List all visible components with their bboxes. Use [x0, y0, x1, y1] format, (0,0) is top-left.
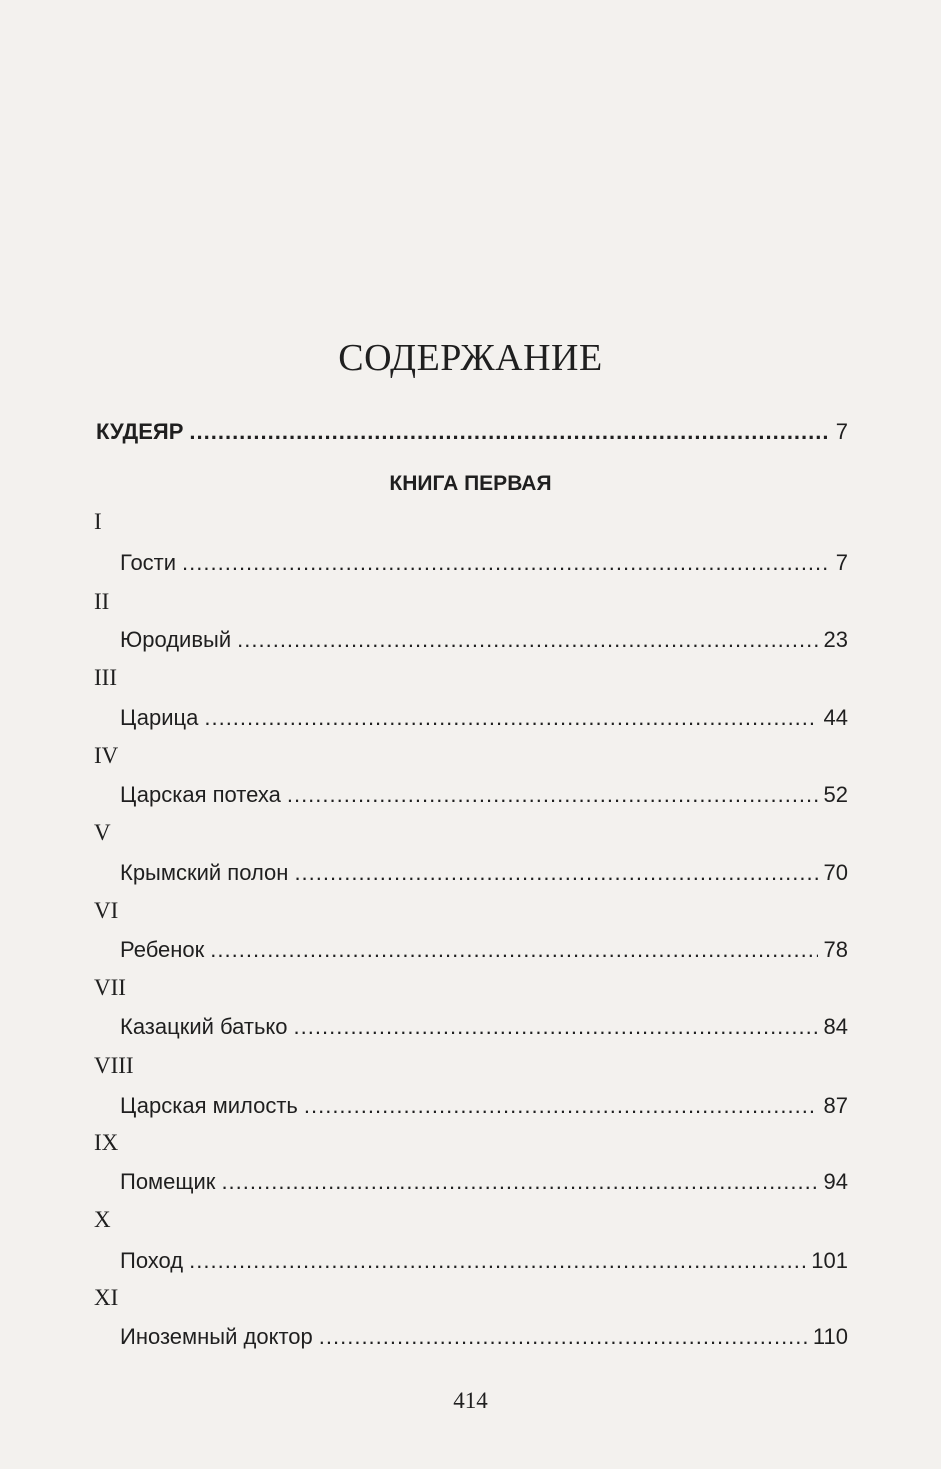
toc-entry-page: 94	[823, 1169, 848, 1194]
dot-leader	[294, 859, 817, 887]
dot-leader	[237, 626, 817, 654]
toc-entry	[120, 1013, 848, 1041]
toc-entry	[120, 781, 848, 809]
dot-leader	[304, 1092, 818, 1120]
toc-entry-label: Казацкий батько	[120, 1014, 288, 1039]
chapter-number: IV	[94, 743, 119, 768]
toc-entry	[120, 1168, 848, 1196]
toc-entry-label: Поход	[120, 1248, 184, 1273]
chapter-number: I	[94, 509, 102, 534]
chapter-number: VII	[94, 975, 126, 1000]
chapter-number: II	[94, 589, 110, 614]
toc-entry-page: 84	[823, 1014, 848, 1039]
toc-entry-label: Иноземный доктор	[120, 1324, 313, 1349]
toc-main-entry	[96, 418, 848, 446]
toc-entry	[120, 1247, 848, 1275]
page-title: СОДЕРЖАНИЕ	[338, 337, 603, 379]
toc-entry	[120, 549, 848, 577]
toc-entry-label: Гости	[120, 550, 177, 575]
dot-leader	[189, 418, 829, 446]
chapter-number: V	[94, 820, 111, 845]
toc-main-entry-page: 7	[835, 419, 848, 444]
toc-entry-page: 78	[823, 937, 848, 962]
dot-leader	[287, 781, 818, 809]
toc-entry-page: 87	[823, 1093, 848, 1118]
chapter-number: III	[94, 665, 117, 690]
toc-entry-page: 23	[823, 627, 848, 652]
toc-entry-label: Юродивый	[120, 627, 232, 652]
toc-entry-label: Ребенок	[120, 937, 205, 962]
toc-entry-page: 44	[823, 705, 848, 730]
dot-leader	[210, 936, 817, 964]
toc-entry-page: 7	[835, 550, 848, 575]
toc-entry-label: Царская милость	[120, 1093, 298, 1118]
chapter-number: VI	[94, 898, 119, 923]
chapter-number: VIII	[94, 1053, 134, 1078]
toc-main-entry-label: КУДЕЯР	[96, 419, 184, 444]
toc-entry	[120, 626, 848, 654]
toc-entry-label: Царица	[120, 705, 199, 730]
toc-entry-label: Царская потеха	[120, 782, 281, 807]
toc-entry	[120, 704, 848, 732]
dot-leader	[294, 1013, 818, 1041]
dot-leader	[204, 704, 817, 732]
chapter-number: X	[94, 1207, 111, 1232]
toc-entry-page: 52	[823, 782, 848, 807]
dot-leader	[189, 1247, 805, 1275]
toc-entry	[120, 936, 848, 964]
dot-leader	[221, 1168, 817, 1196]
book-heading: КНИГА ПЕРВАЯ	[389, 472, 552, 495]
toc-entry	[120, 1323, 848, 1351]
toc-entry-page: 101	[811, 1248, 848, 1273]
toc-entry	[120, 1092, 848, 1120]
dot-leader	[319, 1323, 807, 1351]
toc-entry-label: Крымский полон	[120, 860, 289, 885]
page-number: 414	[453, 1388, 488, 1413]
toc-entry-label: Помещик	[120, 1169, 216, 1194]
chapter-number: XI	[94, 1285, 119, 1310]
dot-leader	[182, 549, 830, 577]
toc-entry-page: 70	[823, 860, 848, 885]
toc-entry-page: 110	[812, 1324, 848, 1349]
chapter-number: IX	[94, 1130, 119, 1155]
toc-entry	[120, 859, 848, 887]
